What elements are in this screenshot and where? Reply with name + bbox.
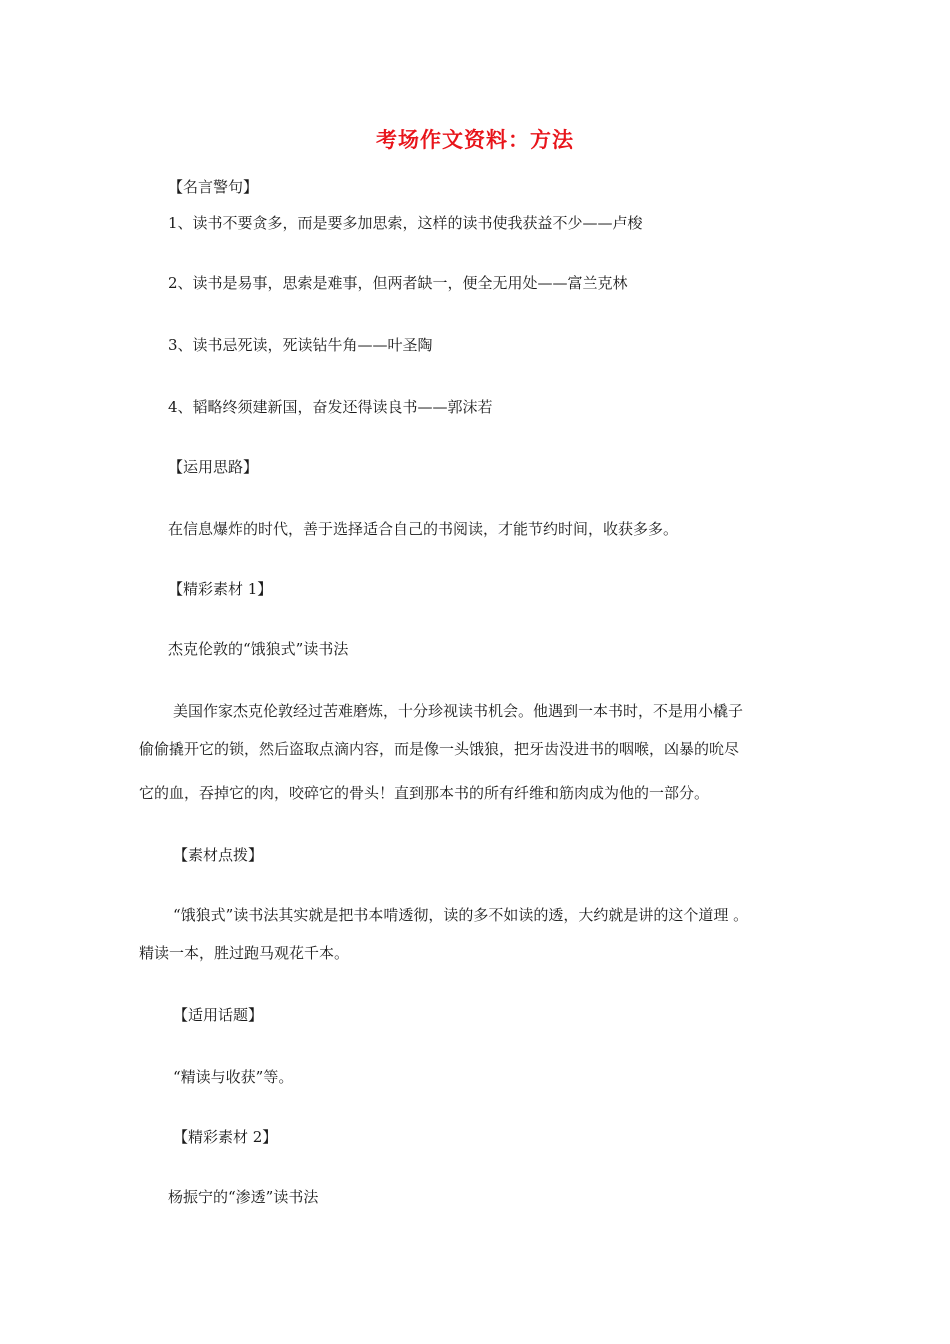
material1-paragraph-line-1: 美国作家杰克伦敦经过苦难磨炼，十分珍视读书机会。他遇到一本书时，不是用小橇子	[173, 702, 744, 720]
usage-text: 在信息爆炸的时代，善于选择适合自己的书阅读，才能节约时间，收获多多。	[168, 520, 679, 538]
material2-heading: 【精彩素材 2】	[173, 1128, 278, 1146]
quotes-heading: 【名言警句】	[168, 178, 259, 196]
topic-heading: 【适用话题】	[173, 1006, 264, 1024]
topic-text: “精读与收获”等。	[173, 1068, 294, 1086]
usage-heading: 【运用思路】	[168, 458, 259, 476]
material1-paragraph-line-3: 它的血，吞掉它的肉，咬碎它的骨头！直到那本书的所有纤维和筋肉成为他的一部分。	[139, 784, 710, 802]
document-title: 考场作文资料：方法	[376, 128, 574, 152]
quote-1: 1、读书不要贪多，而是要多加思索，这样的读书使我获益不少——卢梭	[168, 214, 643, 232]
tips-paragraph-line-2: 精读一本，胜过跑马观花千本。	[139, 944, 350, 962]
material1-paragraph-line-2: 偷偷撬开它的锁，然后盗取点滴内容，而是像一头饿狼，把牙齿没进书的咽喉，凶暴的吮尽	[139, 740, 740, 758]
quote-3: 3、读书忌死读，死读钻牛角——叶圣陶	[168, 336, 433, 354]
tips-paragraph-line-1: “饿狼式”读书法其实就是把书本啃透彻，读的多不如读的透，大约就是讲的这个道理 。	[173, 906, 749, 924]
material2-title: 杨振宁的“渗透”读书法	[168, 1188, 319, 1206]
tips-heading: 【素材点拨】	[173, 846, 264, 864]
material1-title: 杰克伦敦的“饿狼式”读书法	[168, 640, 349, 658]
material1-heading: 【精彩素材 1】	[168, 580, 273, 598]
quote-2: 2、读书是易事，思索是难事，但两者缺一，便全无用处——富兰克林	[168, 274, 628, 292]
quote-4: 4、韬略终须建新国，奋发还得读良书——郭沫若	[168, 398, 493, 416]
